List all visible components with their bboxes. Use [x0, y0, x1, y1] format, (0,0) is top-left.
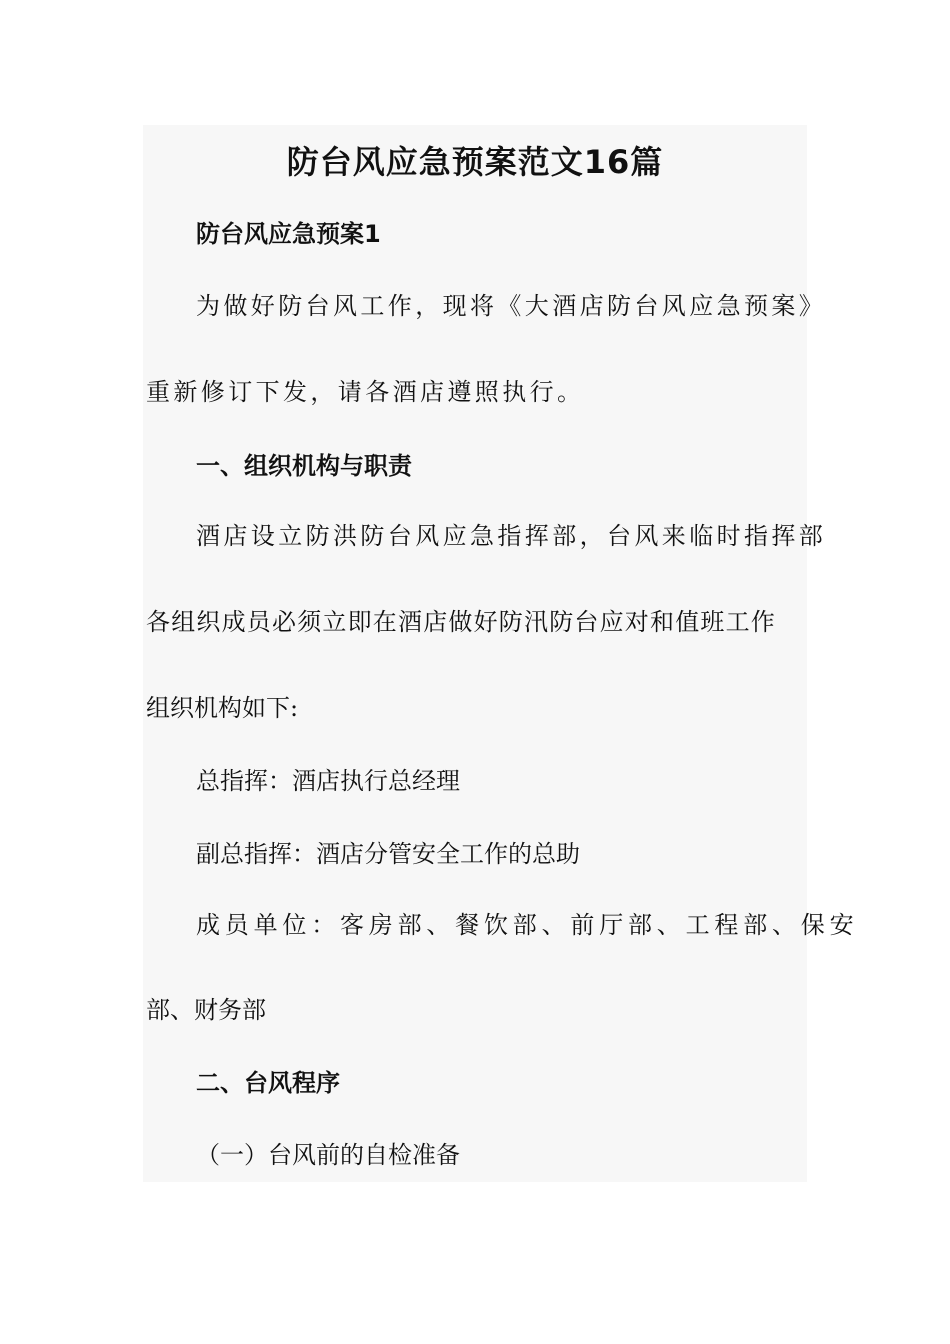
section-heading-procedure: 二、台风程序: [196, 1069, 340, 1097]
list-item: 成员单位：客房部、餐饮部、前厅部、工程部、保安: [196, 911, 859, 939]
paragraph-line: 各组织成员必须立即在酒店做好防汛防台应对和值班工作: [146, 608, 776, 636]
list-item-continuation: 部、财务部: [146, 996, 266, 1024]
list-item: 副总指挥：酒店分管安全工作的总助: [196, 840, 580, 868]
document-title: 防台风应急预案范文16篇: [286, 143, 664, 181]
paragraph-line: 重新修订下发，请各酒店遵照执行。: [146, 378, 585, 406]
paragraph-line: 为做好防台风工作，现将《大酒店防台风应急预案》: [196, 292, 827, 320]
list-item: 总指挥：酒店执行总经理: [196, 767, 460, 795]
document-page: [143, 125, 859, 1182]
section-heading-plan-1: 防台风应急预案1: [196, 220, 381, 248]
paragraph-line: 组织机构如下:: [146, 694, 299, 722]
subsection-heading: （一）台风前的自检准备: [196, 1141, 460, 1169]
section-heading-organization: 一、组织机构与职责: [196, 452, 412, 480]
paragraph-line: 酒店设立防洪防台风应急指挥部，台风来临时指挥部: [196, 522, 827, 550]
